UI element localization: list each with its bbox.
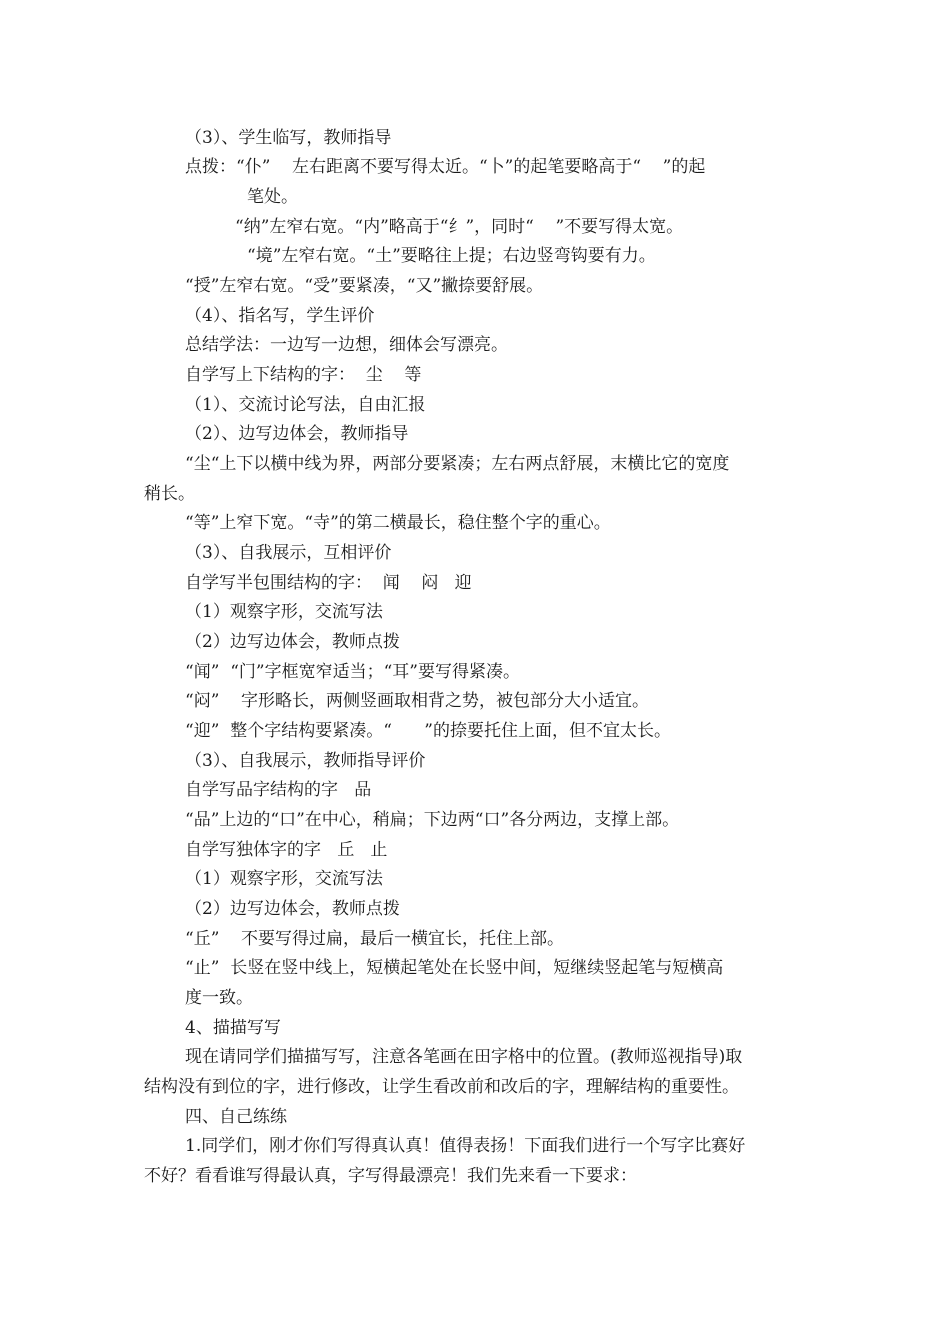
text-line: （1）观察字形，交流写法 — [185, 869, 383, 889]
text-line: 自学写上下结构的字： 尘 等 — [185, 365, 422, 385]
text-line: （2）边写边体会，教师点拨 — [185, 632, 400, 652]
text-line: “闷” 字形略长，两侧竖画取相背之势，被包部分大小适宜。 — [185, 691, 649, 711]
text-line: （1）、交流讨论写法，自由汇报 — [185, 395, 426, 415]
text-line: （4）、指名写，学生评价 — [185, 306, 375, 326]
text-line: “止” 长竖在竖中线上，短横起笔处在长竖中间，短继续竖起笔与短横高 — [185, 958, 724, 978]
text-line: “闻” “门”字框宽窄适当；“耳”要写得紧凑。 — [185, 662, 520, 682]
text-line: 结构没有到位的字，进行修改，让学生看改前和改后的字，理解结构的重要性。 — [144, 1077, 739, 1097]
text-line: “等”上窄下宽。“寺”的第二横最长，稳住整个字的重心。 — [185, 513, 611, 533]
text-line: （3）、自我展示，教师指导评价 — [185, 751, 426, 771]
text-line: “品”上边的“口”在中心，稍扁；下边两“口”各分两边，支撑上部。 — [185, 810, 680, 830]
text-line: “境”左窄右宽。“土”要略往上提；右边竖弯钩要有力。 — [247, 246, 656, 266]
text-line: “尘“上下以横中线为界，两部分要紧凑；左右两点舒展，末横比它的宽度 — [185, 454, 730, 474]
text-line: （2）边写边体会，教师点拨 — [185, 899, 400, 919]
text-line: 四、自己练练 — [185, 1107, 287, 1127]
text-line: 自学写品字结构的字 品 — [185, 780, 372, 800]
text-line: “丘” 不要写得过扁，最后一横宜长，托住上部。 — [185, 929, 564, 949]
text-line: （1）观察字形，交流写法 — [185, 602, 383, 622]
text-line: 总结学法：一边写一边想，细体会写漂亮。 — [185, 335, 508, 355]
text-line: “纳”左窄右宽。“内”略高于“纟”，同时“ ”不要写得太宽。 — [235, 217, 684, 237]
text-line: （2）、边写边体会，教师指导 — [185, 424, 409, 444]
text-line: 笔处。 — [247, 187, 298, 207]
text-line: 现在请同学们描描写写，注意各笔画在田字格中的位置。(教师巡视指导)取 — [185, 1047, 743, 1067]
text-line: “迎” 整个字结构要紧凑。“ ”的捺要托住上面，但不宜太长。 — [185, 721, 671, 741]
text-line: 不好？看看谁写得最认真，字写得最漂亮！我们先来看一下要求： — [144, 1166, 637, 1186]
text-line: 自学写独体字的字 丘 止 — [185, 840, 388, 860]
text-line: 自学写半包围结构的字： 闻 闷 迎 — [185, 573, 472, 593]
text-line: “授”左窄右宽。“受”要紧凑，“又”撇捺要舒展。 — [185, 276, 544, 296]
text-line: 点拨：“仆” 左右距离不要写得太近。“卜”的起笔要略高于“ ”的起 — [185, 157, 706, 177]
text-line: 稍长。 — [144, 484, 195, 504]
text-line: 4、描描写写 — [185, 1018, 281, 1038]
text-line: 1.同学们，刚才你们写得真认真！值得表扬！下面我们进行一个写字比赛好 — [185, 1136, 746, 1156]
text-line: （3）、学生临写，教师指导 — [185, 128, 392, 148]
text-line: （3）、自我展示，互相评价 — [185, 543, 392, 563]
text-line: 度一致。 — [185, 988, 253, 1008]
